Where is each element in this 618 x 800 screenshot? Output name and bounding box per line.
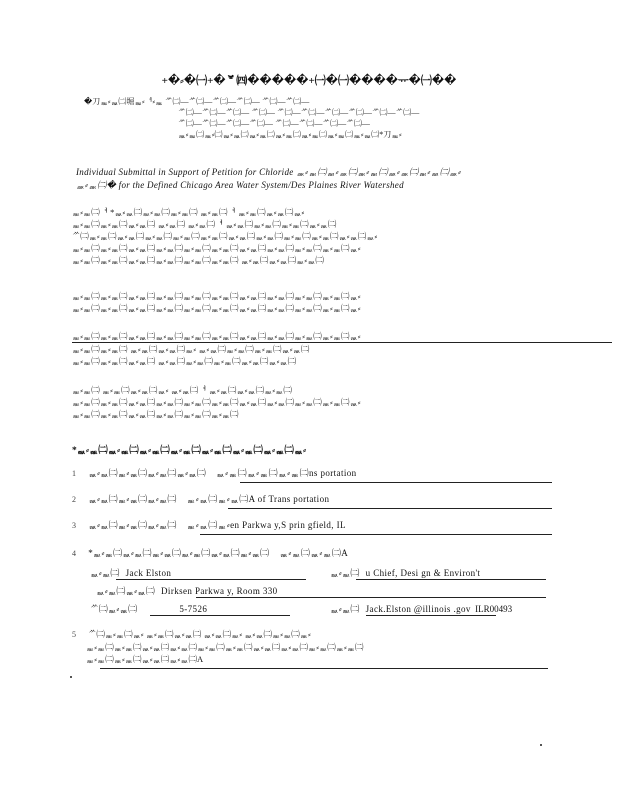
scan-speck: [70, 676, 72, 678]
contact-phone-value[interactable]: 5-7526: [179, 604, 208, 614]
docket-line: ᄽ㈡—ᄽ㈡—ᄽ㈡— ᄽ㈡— ᄽ㈡—ᄽ㈡—ᄽ㈡—ᄽ㈡—ᄽ㈡—ᄽ㈡—: [178, 108, 420, 117]
paragraph-intro: [72, 206, 612, 266]
paragraph-second: [72, 290, 612, 314]
paragraph-line: ᇓ⸗ᇓ㈡ ᇓ⸗ᇓ㈡ᇓ⸗ᇓ㈡ᇓ⸗ ᇓ⸗ᇓ㈡ᅧ ᇓ⸗ᇓ㈡ᇓ⸗ᇓ㈡ᇓ⸗ᇓ㈡: [72, 385, 292, 395]
field-number: 4: [72, 549, 76, 558]
paragraph-line: ᄽ㈡ᇓ⸗ᇓ㈡ᇓ⸗ᇓ㈡ᇓ⸗ᇓ㈡ᇓ⸗ᇓ㈡ᇓ⸗ᇓ㈡ᇓ⸗ᇓ㈡ᇓ⸗ᇓ㈡ᇓ⸗ᇓ㈡ᇓ⸗ᇓ㈡ᇓ⸗ᇓ㈡ᇓ⸗: [72, 231, 378, 241]
docket-tail: ᇓ⸗ᇓ㈡ᇓ⸗㈡ᇓ⸗ᇓ㈡ᇓ⸗ᇓ㈡ᇓ⸗ᇓ㈡ᇓ⸗ᇓ㈡ᇓ⸗ᇓ㈡ᇓ⸗ᇓ㈡*刀ᇓ⸗: [178, 130, 402, 139]
field-underline: [200, 534, 552, 535]
field-underline: [366, 615, 496, 616]
docket-line: ᄽ㈡—ᄽ㈡—ᄽ㈡—ᄽ㈡— ᄽ㈡—ᄽ㈡—ᄽ㈡—ᄽ㈡—: [178, 119, 370, 128]
paragraph-line: ᇓ⸗ᇓ㈡ᇓ⸗ᇓ㈡ᇓ⸗ᇓ㈡ᇓ⸗ᇓ㈡ᇓ⸗ᇓ㈡ᇓ⸗ᇓ㈡ᇓ⸗ᇓ㈡ᇓ⸗ᇓ㈡ᇓ⸗ᇓ㈡ᇓ⸗ᇓ㈡: [86, 642, 364, 652]
field-label: *ᇓ⸗ᇓ㈡ᇓ⸗ᇓ㈡ᇓ⸗ᇓ㈡ᇓ⸗ᇓ㈡ᇓ⸗ᇓ㈡ᇓ⸗ᇓ㈡: [88, 548, 270, 558]
paragraph-line: ᇓ⸗ᇓ㈡ᇓ⸗ᇓ㈡ᇓ⸗ᇓ㈡ᇓ⸗ᇓ㈡ᇓ⸗ᇓ㈡ᇓ⸗ᇓ㈡: [72, 409, 239, 419]
field-underline: [150, 615, 290, 616]
contact-name-label: ᇓ⸗ᇓ㈡: [90, 568, 120, 578]
section-heading: *ᇓ⸗ᇓ㈡ᇓ⸗ᇓ㈡ᇓ⸗ᇓ㈡ᇓ⸗ᇓ㈡ᇓ⸗ᇓ㈡ᇓ⸗ᇓ㈡ᇓ⸗ᇓ㈡ᇓ⸗: [72, 446, 307, 456]
field5-line: ᄽ㈡ᇓ⸗ᇓ㈡ᇓ⸗ ᇓ⸗ᇓ㈡ᇓ⸗ᇓ㈡ ᇓ⸗ᇓ㈡ᇓ⸗ ᇓ⸗ᇓ㈡ᇓ⸗ᇓ㈡ᇓ⸗: [88, 629, 311, 639]
paragraph-line: ᇓ⸗ᇓ㈡ᇓ⸗ᇓ㈡ᇓ⸗ᇓ㈡ᇓ⸗ᇓ㈡ᇓ⸗ᇓ㈡ᇓ⸗ᇓ㈡ᇓ⸗ᇓ㈡ᇓ⸗ᇓ㈡ᇓ⸗ᇓ㈡ᇓ⸗ᇓ㈡ᇓ⸗: [72, 303, 361, 313]
form-field-row: [72, 492, 552, 506]
field-label: ᇓ⸗ᇓ㈡ᇓ⸗ᇓ㈡ᇓ⸗ᇓ㈡: [88, 520, 177, 530]
document-title: +�⸗�㈠+�ᄫ㈣�����+㈠�㈠����ᅲ�㈠��: [161, 75, 457, 87]
paragraph-line: ᇓ⸗ᇓ㈡ᇓ⸗ᇓ㈡ᇓ⸗ᇓ㈡ᇓ⸗ᇓ㈡ᇓ⸗ᇓ㈡ᇓ⸗ᇓ㈡ᇓ⸗ᇓ㈡ᇓ⸗ᇓ㈡ᇓ⸗ᇓ㈡ᇓ⸗ᇓ㈡ᇓ⸗: [72, 330, 612, 343]
field-underline: [228, 508, 552, 509]
paragraph-line: ᇓ⸗ᇓ㈡ᇓ⸗ᇓ㈡ᇓ⸗ᇓ㈡ᇓ⸗ᇓ㈡ᇓ⸗ᇓ㈡ᇓ⸗ᇓ㈡ᇓ⸗ᇓ㈡ᇓ⸗ᇓ㈡ᇓ⸗ᇓ㈡ᇓ⸗ᇓ㈡ᇓ⸗: [72, 243, 361, 253]
contact-phone-label: ᄽ㈡ᇓ⸗ᇓ㈡: [90, 604, 138, 614]
field-underline: [116, 579, 306, 580]
contact-address-row: [96, 584, 278, 597]
field-label: ᇓ⸗ᇓ㈡ᇓ⸗ᇓ㈡ᇓ⸗ᇓ㈡: [88, 494, 177, 504]
paragraph-line: ᇓ⸗ᇓ㈡ᇓ⸗ᇓ㈡ᇓ⸗ᇓ㈡ᇓ⸗ᇓ㈡A: [86, 654, 204, 664]
form-field-row: [72, 466, 552, 480]
field-underline: [240, 482, 552, 483]
paragraph-line: ᇓ⸗ᇓ㈡ᇓ⸗ᇓ㈡ᇓ⸗ᇓ㈡ᇓ⸗ᇓ㈡ᇓ⸗ᇓ㈡ᇓ⸗ᇓ㈡ᇓ⸗ᇓ㈡ᇓ⸗ᇓ㈡ᇓ⸗ᇓ㈡ᇓ⸗ᇓ㈡ᇓ⸗: [72, 291, 361, 301]
paragraph-fourth: [72, 384, 612, 420]
docket-block: [84, 96, 604, 140]
field-number: 1: [72, 469, 76, 478]
scan-speck: [540, 744, 542, 746]
document-subtitle: [76, 166, 606, 192]
field-number: 5: [72, 630, 76, 639]
contact-email-label: ᇓ⸗ᇓ㈡: [330, 604, 360, 614]
field-label: ᇓ⸗ᇓ㈡ᇓ⸗ᇓ㈡ᇓ⸗ᇓ㈡ᇓ⸗ᇓ㈡: [88, 468, 206, 478]
form-field-five: [72, 628, 612, 665]
field-number: 3: [72, 521, 76, 530]
paragraph-line: ᇓ⸗ᇓ㈡ᇓ⸗ᇓ㈡ᇓ⸗ᇓ㈡ᇓ⸗ᇓ㈡ᇓ⸗ᇓ㈡ᇓ⸗ᇓ㈡ ᇓ⸗ᇓ㈡ᇓ⸗ᇓ㈡ᇓ⸗ᇓ㈡: [72, 255, 324, 265]
contact-name-value[interactable]: Jack Elston: [125, 568, 172, 578]
paragraph-line: ᇓ⸗ᇓ㈡ᇓ⸗ᇓ㈡ᇓ⸗ᇓ㈡ ᇓ⸗ᇓ㈡ᇓ⸗ᇓ㈡ᇓ⸗ᇓ㈡ᇓ⸗ᇓ㈡ᇓ⸗ᇓ㈡: [72, 356, 297, 366]
subtitle-line: Individual Submittal in Support of Petition for Chloride ᇓ⸗ᇓ㈡ᇓ⸗ᇓ㈡ᇓ⸗ᇓ㈡ᇓ⸗ᇓ㈡ᇓ⸗ᇓ㈡ᇓ⸗: [76, 167, 462, 177]
contact-title-row: [330, 566, 480, 579]
paragraph-line: ᇓ⸗ᇓ㈡ᇓ⸗ᇓ㈡ᇓ⸗ᇓ㈡ᇓ⸗ᇓ㈡ᇓ⸗ᇓ㈡ᇓ⸗ᇓ㈡ᇓ⸗ᇓ㈡ᇓ⸗ᇓ㈡ᇓ⸗ᇓ㈡ᇓ⸗ᇓ㈡ᇓ⸗: [72, 397, 361, 407]
contact-phone-row: [90, 602, 207, 615]
contact-email-suffix: ILR00493: [475, 604, 513, 614]
field-underline: [100, 668, 548, 669]
paragraph-line: ᇓ⸗ᇓ㈡ᇓ⸗ᇓ㈡ᇓ⸗ᇓ㈡ ᇓ⸗ᇓ㈡ ᇓ⸗ᇓ㈡ᅧ ᇓ⸗ᇓ㈡ᇓ⸗ᇓ㈡ᇓ⸗ᇓ㈡ᇓ⸗ᇓ㈡: [72, 219, 337, 229]
field-underline: [356, 579, 546, 580]
field-value[interactable]: ᇓ⸗ᇓ㈡ᇓ⸗ᇓ㈡A: [279, 548, 349, 558]
contact-title-value[interactable]: u Chief, Desi gn & Environ't: [365, 568, 481, 578]
field-value[interactable]: ᇓ⸗ᇓ㈡ᇓ⸗ᇓ㈡A of Trans portation: [186, 494, 330, 504]
paragraph-third: [72, 330, 612, 367]
subtitle-line: ᇓ⸗ᇓ㈡� for the Defined Chicago Area Water System/Des Plaines River Watershed: [76, 180, 404, 190]
paragraph-line: ᇓ⸗ᇓ㈡ᅧ *ᇓ⸗ᇓ㈡ᇓ⸗ᇓ㈡ᇓ⸗ᇓ㈡ ᇓ⸗ᇓ㈡ᅧ ᇓ⸗ᇓ㈡ᇓ⸗ᇓ㈡ᇓ⸗: [72, 207, 305, 217]
docket-line: �刀ᇓ⸗ᇓ㈡堀ᇓ⸗ᅧ⸗ᇓ ᄽ㈡—ᄽ㈡—ᄽ㈡—ᄽ㈡— ᄽ㈡—ᄽ㈡—: [84, 97, 310, 106]
contact-address-value[interactable]: Dirksen Parkwa y, Room 330: [161, 586, 278, 596]
field-value[interactable]: ᇓ⸗ᇓ㈡ᇓ⸗en Parkwa y,S prin gfield, IL: [186, 520, 346, 530]
form-field-row: [72, 518, 552, 532]
field-number: 2: [72, 495, 76, 504]
field-underline: [196, 597, 546, 598]
contact-name-row: [90, 566, 171, 579]
form-field-row: [72, 546, 552, 560]
contact-email-row: [330, 602, 512, 615]
paragraph-line: ᇓ⸗ᇓ㈡ᇓ⸗ᇓ㈡ ᇓ⸗ᇓ㈡ᇓ⸗ᇓ㈡ᇓ⸗ ᇓ⸗ᇓ㈡ᇓ⸗ᇓ㈡ᇓ⸗ᇓ㈡ᇓ⸗ᇓ㈡: [72, 344, 310, 354]
field-value[interactable]: ᇓ⸗ᇓ㈡ᇓ⸗ᇓ㈡ᇓ⸗ᇓ㈡ns portation: [216, 468, 357, 478]
contact-email-value[interactable]: Jack.Elston @illinois .gov: [365, 604, 471, 614]
contact-title-label: ᇓ⸗ᇓ㈡: [330, 568, 360, 578]
contact-address-label: ᇓ⸗ᇓ㈡ᇓ⸗ᇓ㈡: [96, 586, 155, 596]
paragraph-line: [72, 628, 612, 641]
